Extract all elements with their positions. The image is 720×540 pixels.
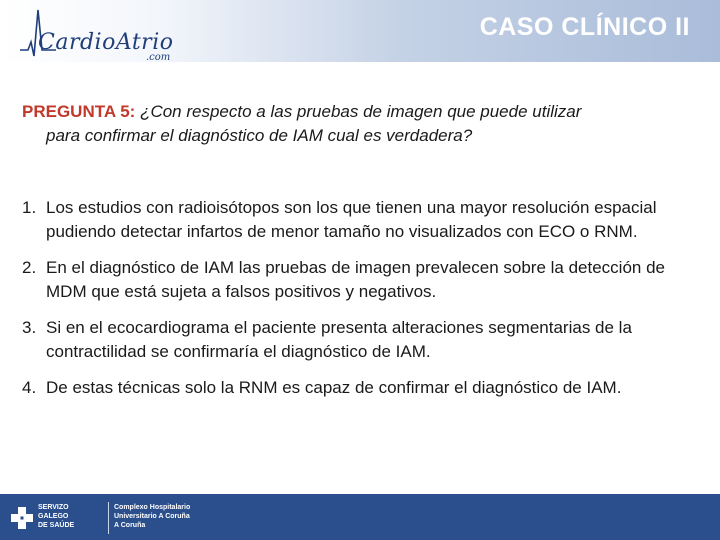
logo-subtext: .com xyxy=(146,52,171,63)
option-text: Si en el ecocardiograma el paciente presenta alteraciones segmentarias de la contractilidad se confirmaría el diagnóstico de IAM. xyxy=(46,318,632,361)
option-text: De estas técnicas solo la RNM es capaz de confirmar el diagnóstico de IAM. xyxy=(46,378,622,397)
question-label: PREGUNTA 5: xyxy=(22,102,136,121)
option-number: 1. xyxy=(22,198,37,217)
option-number: 4. xyxy=(22,378,37,397)
option-number: 2. xyxy=(22,258,37,277)
hospital-line3: A Coruña xyxy=(114,522,146,529)
answer-options xyxy=(22,196,702,412)
hospital-text xyxy=(114,503,234,530)
sergas-cross-icon xyxy=(10,506,34,530)
answer-option-2 xyxy=(22,256,702,304)
footer-divider xyxy=(108,502,109,534)
question-text-line1: ¿Con respecto a las pruebas de imagen que puede utilizar xyxy=(135,102,582,121)
hospital-line1: Complexo Hospitalario xyxy=(114,504,191,511)
sergas-line3: DE SAÚDE xyxy=(38,522,75,529)
hospital-line2: Universitario A Coruña xyxy=(114,513,190,520)
option-text: En el diagnóstico de IAM las pruebas de imagen prevalecen sobre la detección de MDM que está sujeta a falsos positivos y negativos. xyxy=(46,258,665,301)
sergas-text xyxy=(38,503,94,530)
answer-option-3 xyxy=(22,316,702,364)
question-text-line2: para confirmar el diagnóstico de IAM cual es verdadera? xyxy=(46,126,473,145)
logo-text-atrio: Atrio xyxy=(115,30,174,55)
logo-text-cardio: Cardio xyxy=(38,30,116,55)
sergas-line2: GALEGO xyxy=(38,513,69,520)
option-text: Los estudios con radioisótopos son los que tienen una mayor resolución espacial pudiendo detectar infartos de menor tamaño no visualizados con ECO o RNM. xyxy=(46,198,657,241)
slide-title: CASO CLÍNICO II xyxy=(479,13,690,41)
answer-option-1 xyxy=(22,196,702,244)
sergas-line1: SERVIZO xyxy=(38,504,69,511)
question xyxy=(22,100,692,148)
option-number: 3. xyxy=(22,318,37,337)
cardioatrio-logo xyxy=(18,6,188,62)
answer-option-4 xyxy=(22,376,702,400)
